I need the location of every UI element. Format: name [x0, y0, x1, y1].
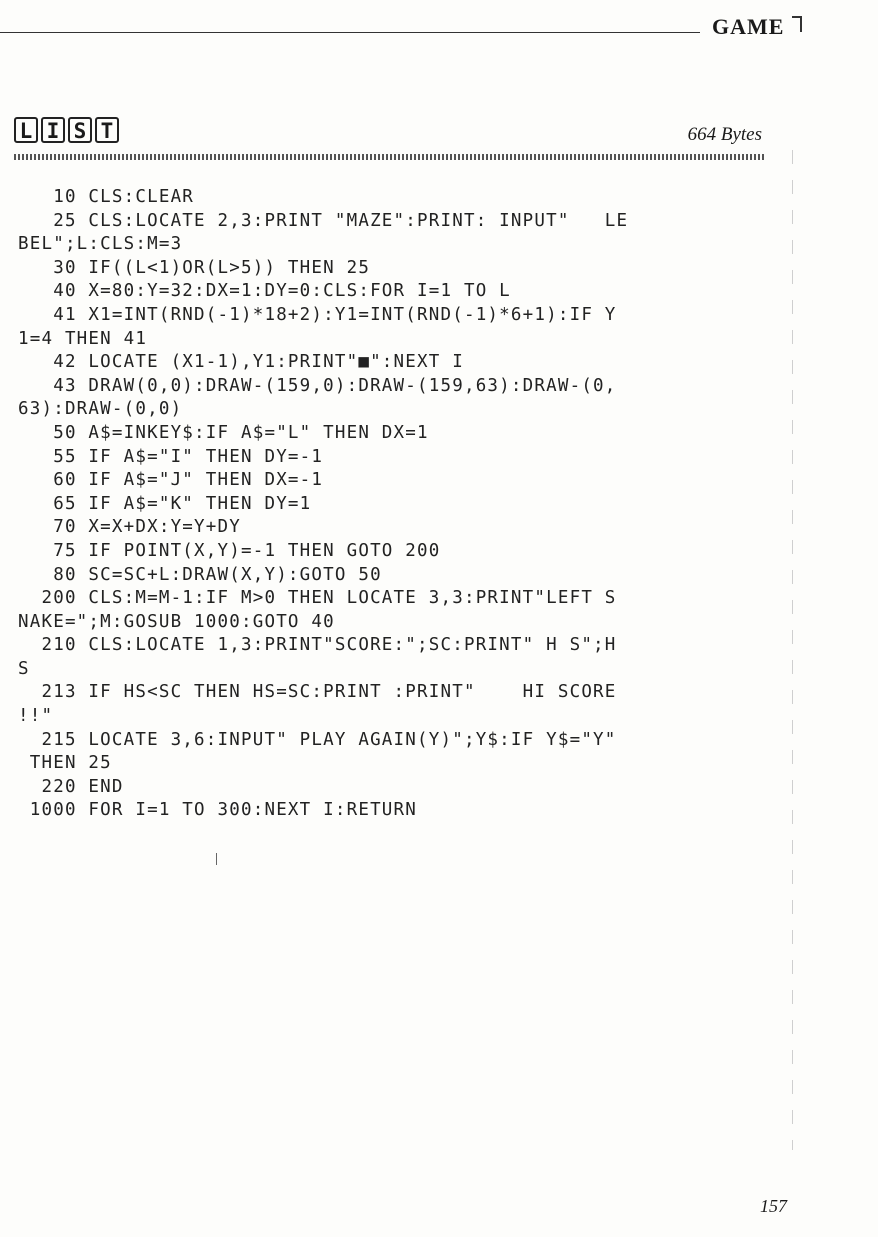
list-badge-letter: I — [41, 117, 65, 143]
list-badge-letter: T — [95, 117, 119, 143]
program-size: 664 Bytes — [687, 124, 762, 145]
code-line: 210 CLS:LOCATE 1,3:PRINT"SCORE:";SC:PRINT" H S";H — [18, 635, 617, 656]
code-listing — [18, 186, 778, 823]
code-line: 75 IF POINT(X,Y)=-1 THEN GOTO 200 — [18, 540, 441, 561]
code-line: 50 A$=INKEY$:IF A$="L" THEN DX=1 — [18, 422, 429, 443]
code-line: !!" — [18, 706, 54, 727]
code-line: 215 LOCATE 3,6:INPUT" PLAY AGAIN(Y)";Y$:IF Y$="Y" — [18, 729, 617, 750]
code-line: 40 X=80:Y=32:DX=1:DY=0:CLS:FOR I=1 TO L — [18, 281, 511, 302]
code-line: 1000 FOR I=1 TO 300:NEXT I:RETURN — [18, 800, 418, 821]
code-line: 63):DRAW-(0,0) — [18, 399, 183, 420]
code-line: 213 IF HS<SC THEN HS=SC:PRINT :PRINT" HI SCORE — [18, 682, 617, 703]
code-line: 200 CLS:M=M-1:IF M>0 THEN LOCATE 3,3:PRINT"LEFT S — [18, 588, 617, 609]
code-line: 43 DRAW(0,0):DRAW-(159,0):DRAW-(159,63):DRAW-(0, — [18, 375, 617, 396]
stray-mark — [216, 853, 217, 865]
list-badge-letter: S — [68, 117, 92, 143]
header-rule — [0, 32, 700, 33]
code-line: THEN 25 — [18, 753, 112, 774]
code-line: 25 CLS:LOCATE 2,3:PRINT "MAZE":PRINT: INPUT" LE — [18, 210, 629, 231]
code-line: 30 IF((L<1)OR(L>5)) THEN 25 — [18, 257, 371, 278]
code-line: NAKE=";M:GOSUB 1000:GOTO 40 — [18, 611, 335, 632]
code-line: 55 IF A$="I" THEN DY=-1 — [18, 446, 324, 467]
code-line: 1=4 THEN 41 — [18, 328, 148, 349]
code-line: 60 IF A$="J" THEN DX=-1 — [18, 470, 324, 491]
code-line: 80 SC=SC+L:DRAW(X,Y):GOTO 50 — [18, 564, 382, 585]
code-line: 41 X1=INT(RND(-1)*18+2):Y1=INT(RND(-1)*6+1):IF Y — [18, 304, 617, 325]
page-number: 157 — [760, 1196, 787, 1216]
margin-line — [792, 150, 793, 1150]
list-badge-letter: L — [14, 117, 38, 143]
code-line: 70 X=X+DX:Y=Y+DY — [18, 517, 241, 538]
corner-mark — [792, 16, 802, 32]
code-line: 65 IF A$="K" THEN DY=1 — [18, 493, 312, 514]
code-line: 10 CLS:CLEAR — [18, 187, 195, 207]
code-line: BEL";L:CLS:M=3 — [18, 234, 183, 255]
code-line: 220 END — [18, 776, 124, 797]
list-badge — [14, 117, 119, 143]
code-line: S — [18, 658, 30, 679]
code-line: 42 LOCATE (X1-1),Y1:PRINT"■":NEXT I — [18, 352, 464, 373]
dotted-divider — [14, 154, 766, 160]
section-label: GAME — [712, 14, 785, 39]
